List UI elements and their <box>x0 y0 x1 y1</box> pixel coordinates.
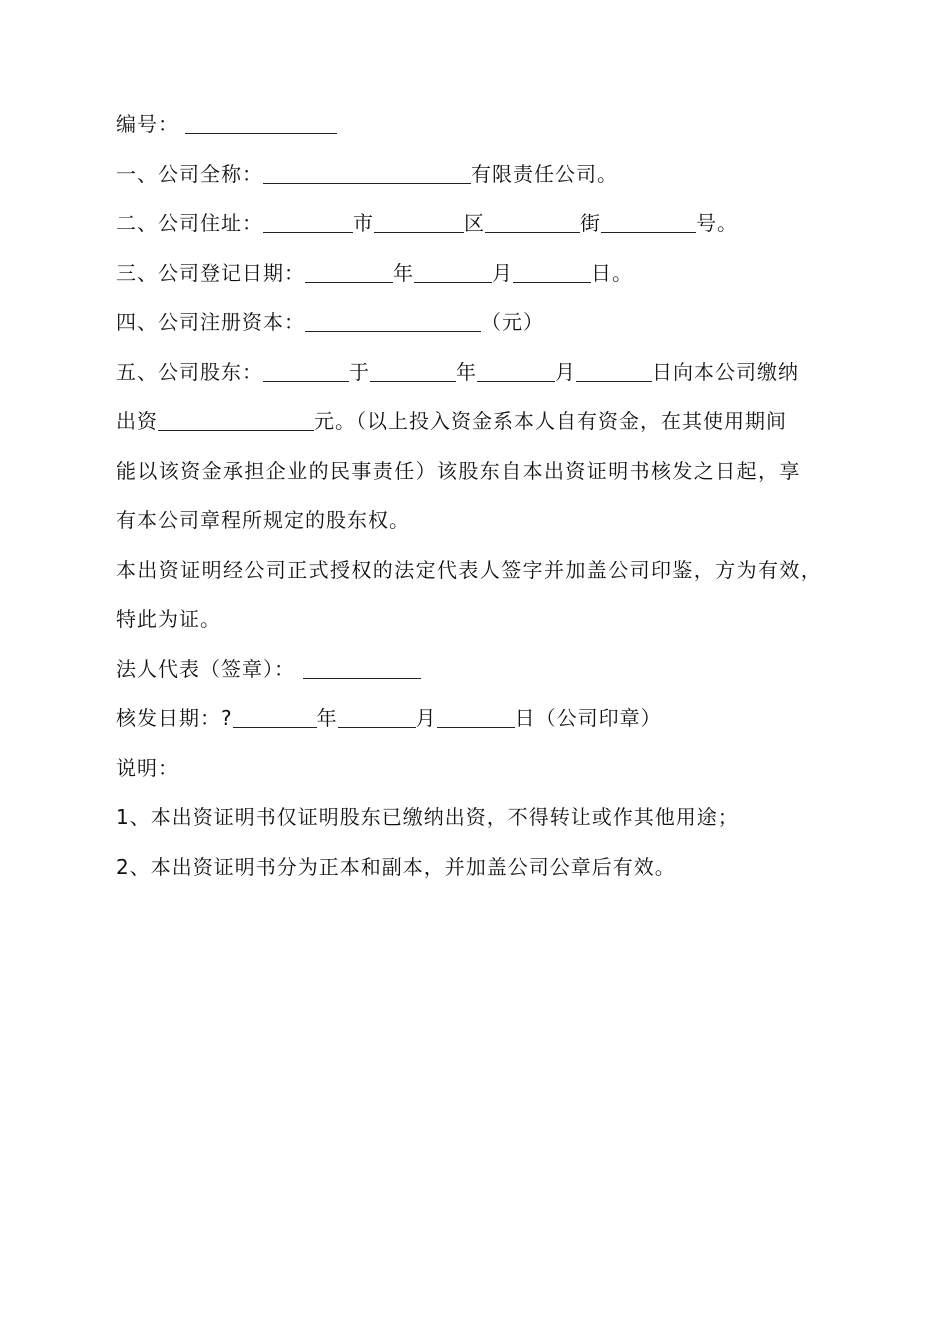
serial-number-line <box>116 100 856 150</box>
city-text: 市 <box>353 211 374 235</box>
shareholder-name-blank <box>263 359 349 382</box>
note-item-2: 2、本出资证明书分为正本和副本，并加盖公司公章后有效。 <box>116 854 676 879</box>
house-number-text: 号。 <box>696 211 738 235</box>
contribution-month-blank <box>477 359 555 382</box>
serial-number-blank <box>185 111 337 134</box>
shareholder-line-2 <box>116 397 856 447</box>
district-blank <box>374 210 464 233</box>
registration-day-blank <box>513 260 591 283</box>
issue-year-blank <box>233 705 317 728</box>
legal-representative-signature-blank <box>303 656 421 679</box>
contribution-month-text: 月 <box>555 359 576 384</box>
shareholder-label: 五、公司股东： <box>116 359 263 384</box>
street-blank <box>485 210 580 233</box>
shareholder-at-text: 于 <box>349 359 370 384</box>
contribution-suffix: 元。（以上投入资金系本人自有资金，在其使用期间 <box>314 409 787 433</box>
contribution-year-blank <box>370 359 456 382</box>
legal-representative-line <box>116 645 856 695</box>
company-address-label: 二、公司住址： <box>116 211 263 235</box>
district-text: 区 <box>464 211 485 235</box>
city-blank <box>263 210 353 233</box>
notes-title: 说明： <box>116 755 179 780</box>
registration-year-blank <box>305 260 393 283</box>
shareholder-line-4: 有本公司章程所规定的股东权。 <box>116 508 410 532</box>
issue-date-label: 核发日期：? <box>116 706 233 730</box>
issue-month-blank <box>338 705 416 728</box>
contribution-day-blank <box>576 359 652 382</box>
issue-date-line <box>116 694 856 744</box>
validity-line-2: 特此为证。 <box>116 607 221 631</box>
company-name-line <box>116 150 856 200</box>
registration-month-blank <box>414 260 492 283</box>
legal-representative-label: 法人代表（签章）： <box>116 656 295 681</box>
company-name-suffix: 有限责任公司。 <box>471 161 618 186</box>
company-address-line <box>116 199 856 249</box>
house-number-blank <box>601 210 696 233</box>
registered-capital-line <box>116 298 856 348</box>
company-name-blank <box>263 161 471 184</box>
validity-line-1: 本出资证明经公司正式授权的法定代表人签字并加盖公司印鉴，方为有效， <box>116 557 823 582</box>
contribution-prefix: 出资 <box>116 409 158 433</box>
contribution-amount-blank <box>158 408 314 431</box>
registration-date-label: 三、公司登记日期： <box>116 260 305 285</box>
registered-capital-blank <box>305 309 481 332</box>
registration-month-text: 月 <box>492 260 513 285</box>
registered-capital-label: 四、公司注册资本： <box>116 310 305 334</box>
serial-number-label: 编号： <box>116 112 179 136</box>
issue-year-text: 年 <box>316 706 338 730</box>
contribution-year-text: 年 <box>456 359 477 384</box>
street-text: 街 <box>580 211 601 235</box>
shareholder-line-1 <box>116 348 856 398</box>
registered-capital-unit: （元） <box>481 310 544 334</box>
registration-year-text: 年 <box>393 260 414 285</box>
contribution-day-text: 日向本公司缴纳 <box>652 359 799 384</box>
issue-day-blank <box>437 705 515 728</box>
issue-month-text: 月 <box>415 706 437 730</box>
shareholder-line-3: 能以该资金承担企业的民事责任）该股东自本出资证明书核发之日起，享 <box>116 458 801 483</box>
company-name-label: 一、公司全称： <box>116 161 263 186</box>
registration-day-text: 日。 <box>591 260 633 285</box>
note-item-1: 1、本出资证明书仅证明股东已缴纳出资，不得转让或作其他用途； <box>116 805 739 829</box>
certificate-document <box>116 100 856 892</box>
issue-day-text: 日（公司印章） <box>514 706 662 730</box>
registration-date-line <box>116 249 856 299</box>
